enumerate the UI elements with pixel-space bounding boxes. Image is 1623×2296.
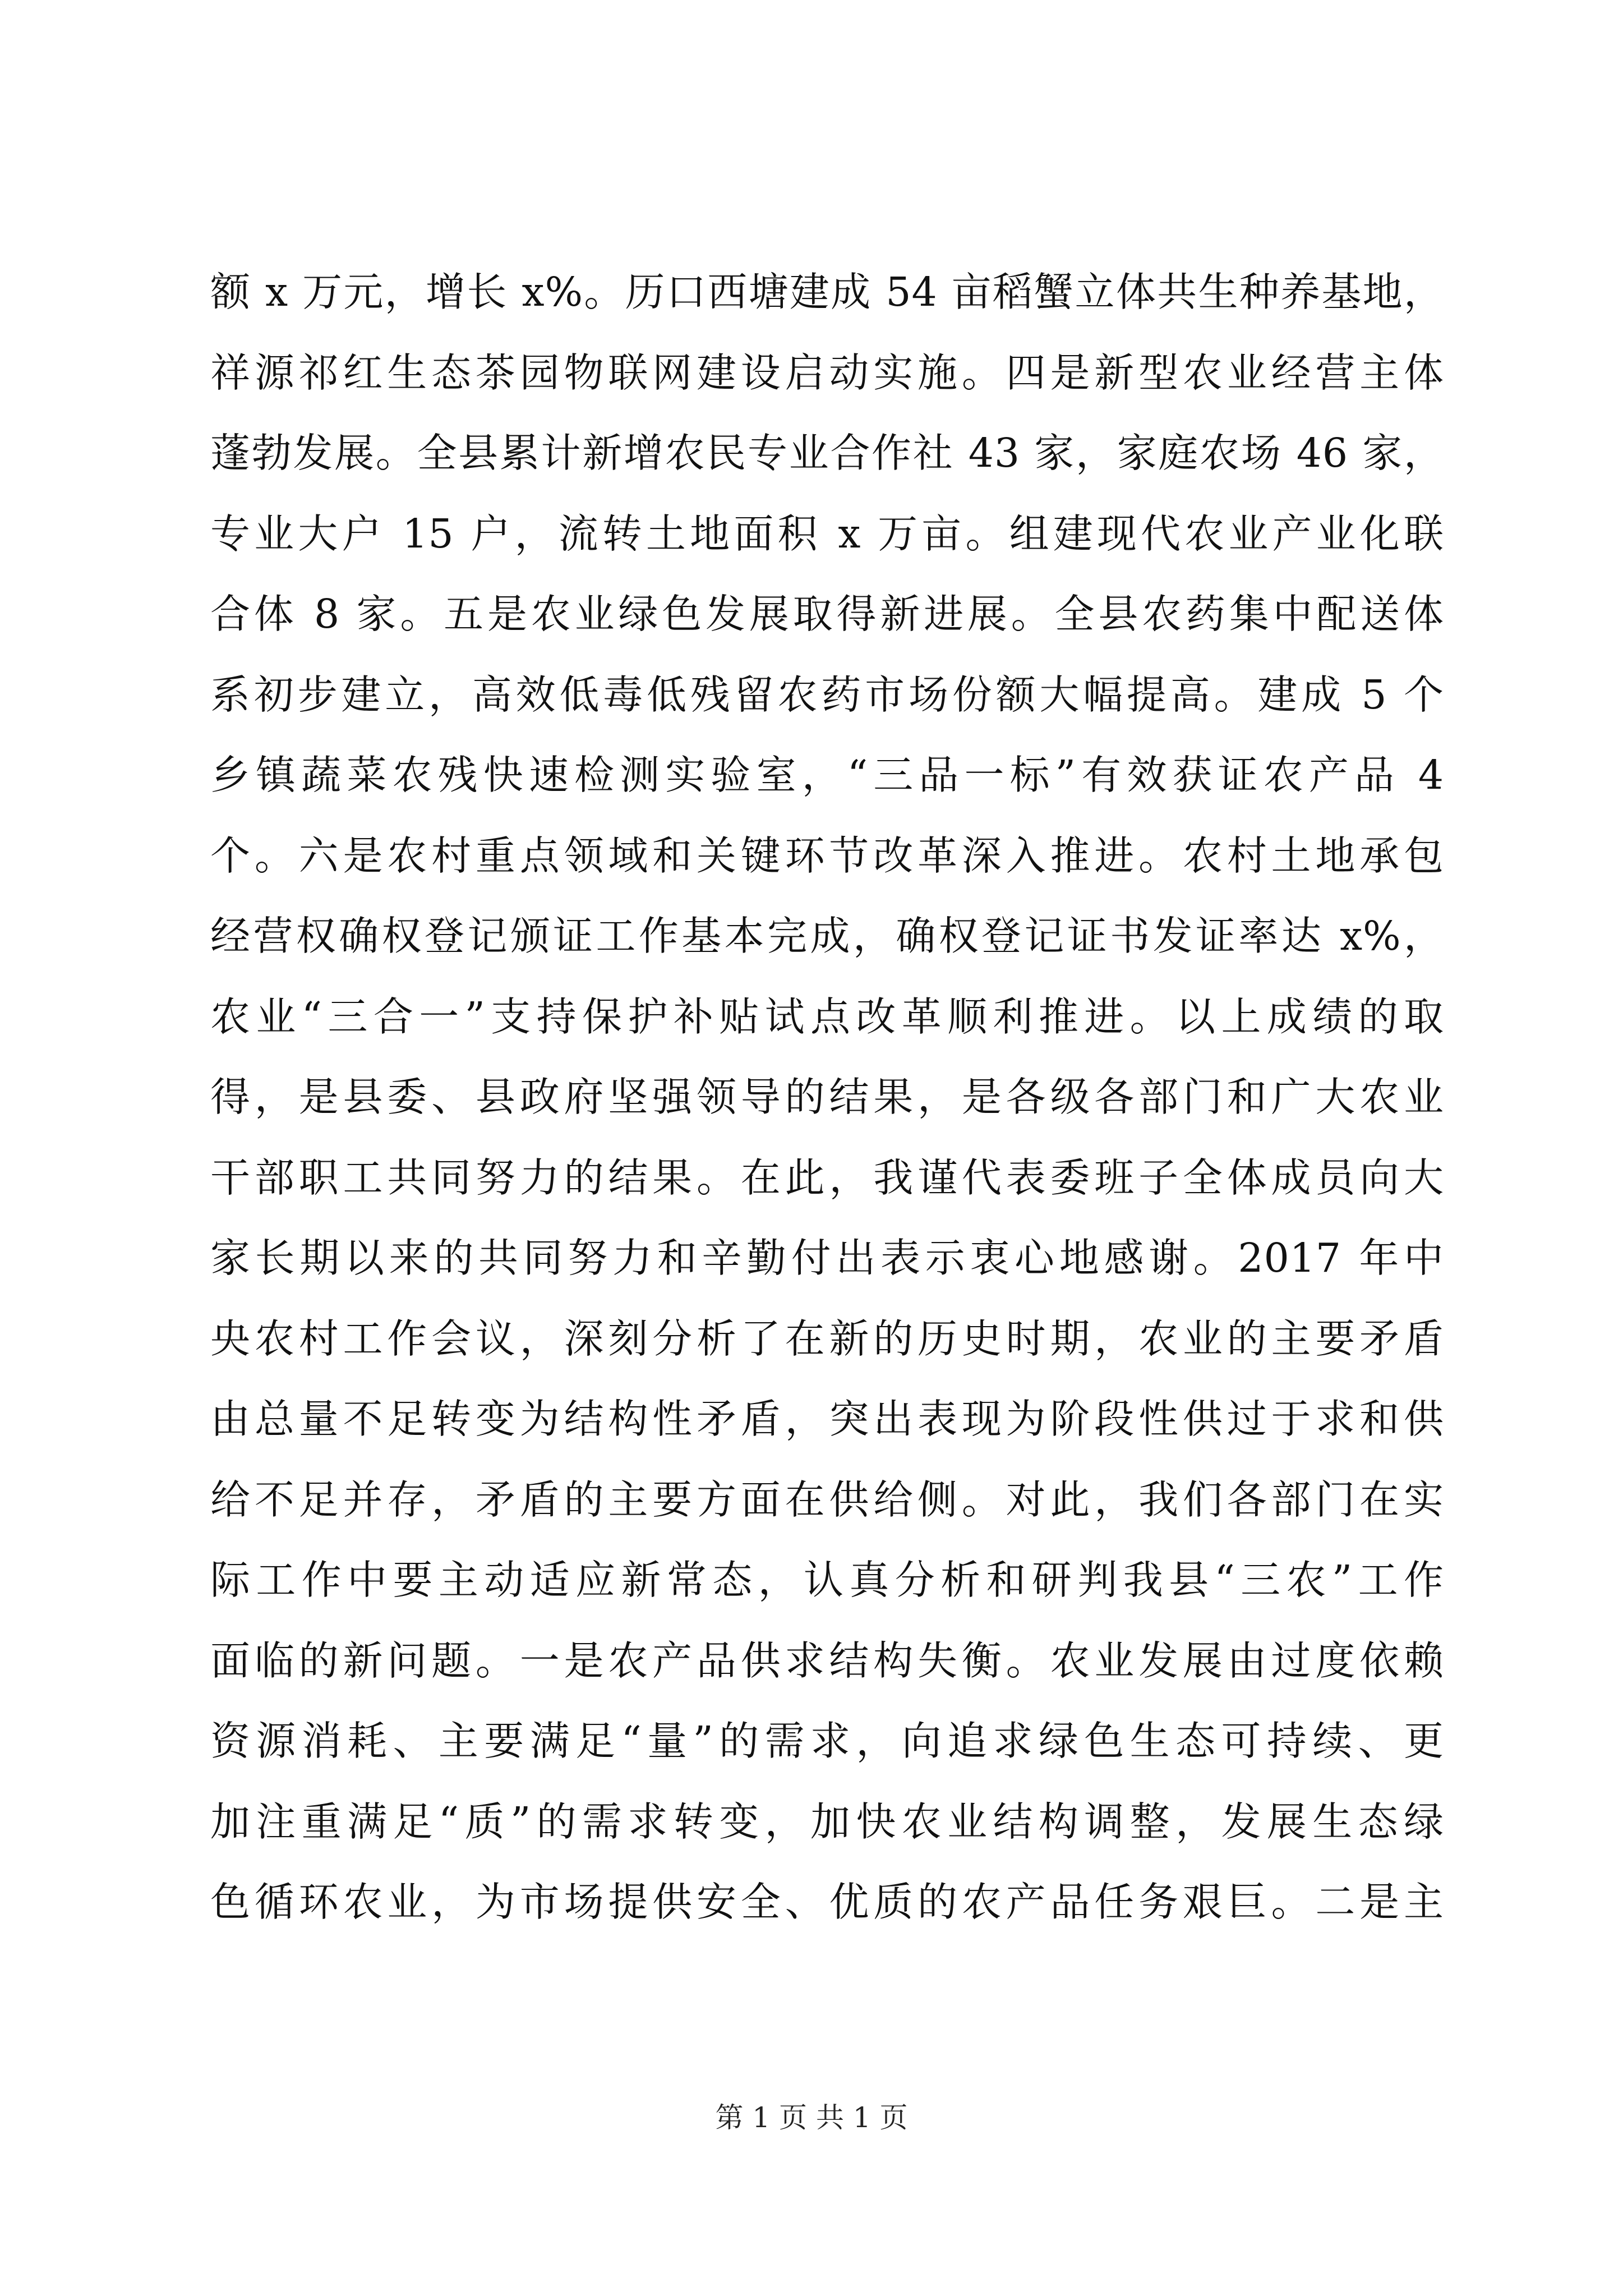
text-line: 系初步建立，高效低毒低残留农药市场份额大幅提高。建成 5 个 [210, 671, 1444, 718]
text-line: 合体 8 家。五是农业绿色发展取得新进展。全县农药集中配送体 [210, 591, 1444, 637]
text-line: 农业“三合一”支持保护补贴试点改革顺利推进。以上成绩的取 [210, 993, 1444, 1040]
text-line: 际工作中要主动适应新常态，认真分析和研判我县“三农”工作 [210, 1557, 1444, 1603]
text-line: 个。六是农村重点领域和关键环节改革深入推进。农村土地承包 [210, 832, 1444, 879]
text-line: 祥源祁红生态茶园物联网建设启动实施。四是新型农业经营主体 [210, 349, 1444, 396]
text-line: 得，是县委、县政府坚强领导的结果，是各级各部门和广大农业 [210, 1074, 1444, 1120]
text-line: 色循环农业，为市场提供安全、优质的农产品任务艰巨。二是主 [210, 1879, 1444, 1925]
text-line: 加注重满足“质”的需求转变，加快农业结构调整，发展生态绿 [210, 1798, 1444, 1845]
text-line: 经营权确权登记颁证工作基本完成，确权登记证书发证率达 x%， [210, 913, 1444, 959]
text-line: 乡镇蔬菜农残快速检测实验室，“三品一标”有效获证农产品 4 [210, 752, 1444, 798]
body-text [210, 252, 1444, 1943]
text-line: 由总量不足转变为结构性矛盾，突出表现为阶段性供过于求和供 [210, 1396, 1444, 1442]
text-line: 面临的新问题。一是农产品供求结构失衡。农业发展由过度依赖 [210, 1637, 1444, 1684]
text-line: 额 x 万元，增长 x%。历口西塘建成 54 亩稻蟹立体共生种养基地， [210, 269, 1444, 315]
text-line: 央农村工作会议，深刻分析了在新的历史时期，农业的主要矛盾 [210, 1315, 1444, 1362]
text-line: 给不足并存，矛盾的主要方面在供给侧。对此，我们各部门在实 [210, 1476, 1444, 1523]
text-line: 蓬勃发展。全县累计新增农民专业合作社 43 家，家庭农场 46 家， [210, 430, 1444, 476]
page-number-label: 第 1 页 共 1 页 [715, 2101, 908, 2134]
text-line: 家长期以来的共同努力和辛勤付出表示衷心地感谢。2017 年中 [210, 1235, 1444, 1281]
text-line: 专业大户 15 户，流转土地面积 x 万亩。组建现代农业产业化联 [210, 510, 1444, 557]
page-footer [0, 2098, 1623, 2137]
text-line: 干部职工共同努力的结果。在此，我谨代表委班子全体成员向大 [210, 1154, 1444, 1201]
text-line: 资源消耗、主要满足“量”的需求，向追求绿色生态可持续、更 [210, 1718, 1444, 1764]
